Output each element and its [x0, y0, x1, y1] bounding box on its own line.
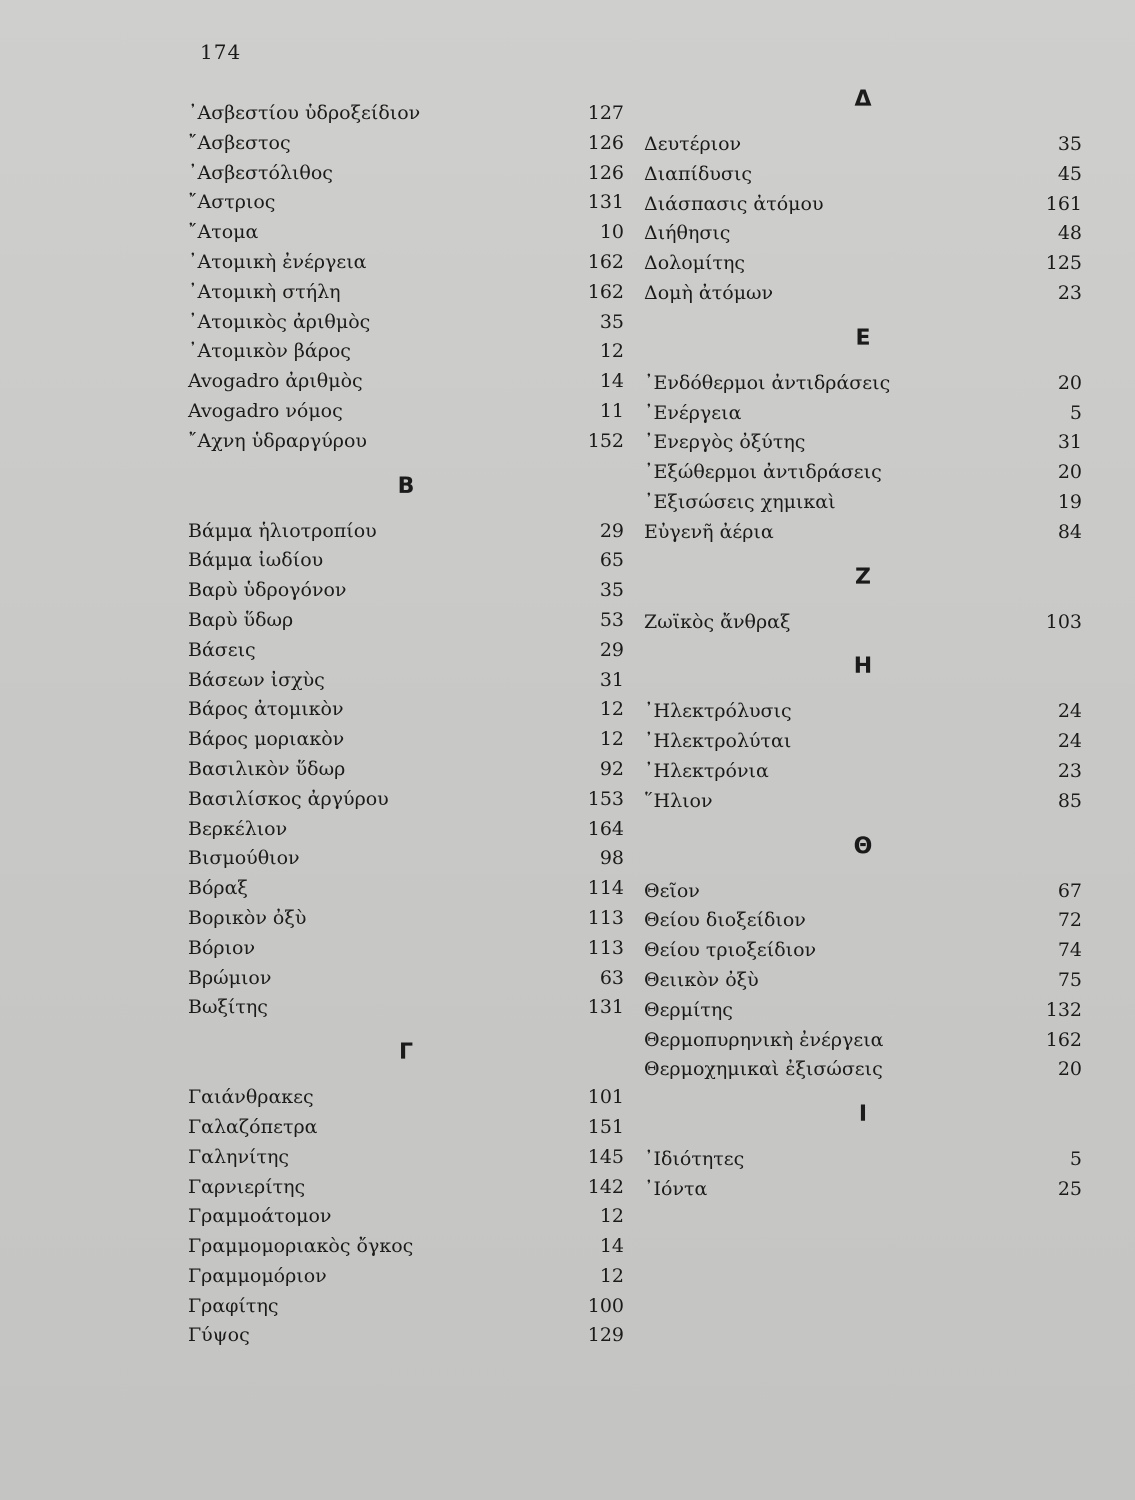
index-entry	[644, 399, 1082, 429]
index-term: ᾿Ασβεστόλιθος	[188, 161, 333, 184]
index-entry	[188, 1232, 624, 1262]
section-letter-heading: Η	[853, 654, 873, 680]
index-term: Βάσεις	[188, 638, 256, 661]
page-reference: 84	[1057, 520, 1082, 543]
index-term: Διήθησις	[644, 222, 731, 245]
index-term: ῞Ηλιον	[644, 789, 713, 812]
index-term: Βόραξ	[188, 877, 248, 900]
index-entry	[188, 99, 624, 129]
index-entry	[188, 815, 624, 845]
index-term: Θερμοχημικαὶ ἐξισώσεις	[644, 1058, 883, 1081]
index-entry	[188, 606, 624, 636]
index-term: ᾿Ηλεκτρόνια	[644, 759, 769, 782]
index-entry	[188, 218, 624, 248]
page-reference: 20	[1057, 461, 1082, 484]
index-entry	[188, 725, 624, 755]
index-term: ᾿Ενεργὸς ὀξύτης	[644, 431, 806, 454]
index-term: Δομὴ ἀτόμων	[644, 281, 774, 304]
page-reference: 14	[599, 370, 624, 393]
page-reference: 142	[587, 1175, 624, 1198]
index-entry	[644, 1145, 1082, 1175]
index-term: ῎Αχνη ὑδραργύρου	[188, 429, 367, 452]
index-entry	[188, 278, 624, 308]
page-reference: 72	[1057, 909, 1082, 932]
page-reference: 11	[599, 399, 624, 422]
index-term: Διαπίδυσις	[644, 162, 752, 185]
page-reference: 25	[1057, 1177, 1082, 1200]
section-letter-heading: Ι	[858, 1102, 868, 1128]
index-section	[644, 1085, 1082, 1205]
index-term: Βάσεων ἰσχὺς	[188, 668, 325, 691]
index-section	[644, 548, 1082, 638]
index-entry	[188, 129, 624, 159]
index-entry	[644, 219, 1082, 249]
index-entry	[188, 1321, 624, 1351]
page-reference: 45	[1057, 162, 1082, 185]
page-reference: 29	[599, 519, 624, 542]
index-entry-list	[644, 608, 1082, 638]
index-entry	[188, 159, 624, 189]
index-term: ᾿Ενέργεια	[644, 401, 742, 424]
index-entry	[644, 906, 1082, 936]
page-reference: 131	[587, 996, 624, 1019]
index-entry	[188, 1262, 624, 1292]
index-term: Γύψος	[188, 1324, 250, 1347]
page-reference: 35	[599, 310, 624, 333]
index-entry	[188, 1173, 624, 1203]
index-entry	[644, 877, 1082, 907]
page-reference: 24	[1057, 700, 1082, 723]
index-term: Θερμίτης	[644, 998, 733, 1021]
index-term: Avogadro ἀριθμὸς	[188, 370, 363, 393]
page-reference: 14	[599, 1235, 624, 1258]
index-term: ᾿Ιδιότητες	[644, 1148, 745, 1171]
page-reference: 113	[587, 936, 624, 959]
index-entry	[188, 546, 624, 576]
page-reference: 131	[587, 191, 624, 214]
index-term: ᾿Ατομικὴ ἐνέργεια	[188, 250, 367, 273]
page-reference: 12	[599, 340, 624, 363]
page-reference: 113	[587, 906, 624, 929]
index-entry	[188, 755, 624, 785]
page-reference: 162	[1045, 1028, 1082, 1051]
index-term: Βαρὺ ὕδωρ	[188, 608, 294, 631]
page-reference: 103	[1045, 610, 1082, 633]
index-entry	[188, 695, 624, 725]
index-entry	[644, 160, 1082, 190]
index-entry	[188, 666, 624, 696]
index-entry	[188, 964, 624, 994]
page-reference: 31	[599, 668, 624, 691]
page-reference: 161	[1045, 192, 1082, 215]
index-entry	[188, 308, 624, 338]
page-reference: 98	[599, 847, 624, 870]
page-reference: 65	[599, 549, 624, 572]
page-reference: 114	[587, 877, 624, 900]
index-term: Βωξίτης	[188, 996, 268, 1019]
index-term: ᾿Ηλεκτρόλυσις	[644, 700, 792, 723]
page-reference: 162	[587, 250, 624, 273]
index-entry	[188, 1083, 624, 1113]
index-term: Ζωϊκὸς ἄνθραξ	[644, 610, 791, 633]
index-entry	[644, 518, 1082, 548]
page-reference: 12	[599, 728, 624, 751]
index-term: ᾿Ηλεκτρολύται	[644, 730, 792, 753]
section-letter-heading: Δ	[854, 87, 872, 112]
index-entry-list	[644, 877, 1082, 1086]
index-entry	[188, 636, 624, 666]
index-entry	[188, 904, 624, 934]
page-reference: 85	[1057, 789, 1082, 812]
index-term: Βρώμιον	[188, 966, 272, 989]
page-reference: 53	[599, 608, 624, 631]
page-reference: 12	[599, 698, 624, 721]
index-entry	[644, 1175, 1082, 1205]
page-reference: 74	[1057, 939, 1082, 962]
index-term: Γαλαζόπετρα	[188, 1115, 318, 1138]
index-entry-list	[188, 517, 624, 1024]
index-term: Βάρος ἀτομικὸν	[188, 698, 344, 721]
index-term: Θερμοπυρηνικὴ ἐνέργεια	[644, 1028, 884, 1051]
page-reference: 151	[587, 1115, 624, 1138]
index-term: Δευτέριον	[644, 133, 742, 155]
index-entry	[188, 1113, 624, 1143]
index-entry	[188, 337, 624, 367]
index-term: Θείου τριοξείδιον	[644, 939, 817, 962]
index-term: Γραμμοάτομον	[188, 1205, 332, 1228]
page-reference: 67	[1057, 879, 1082, 902]
page-reference: 19	[1057, 490, 1082, 513]
index-term: Γαληνίτης	[188, 1145, 289, 1168]
index-term: ᾿Ατομικὸν βάρος	[188, 340, 351, 363]
index-term: Θείου διοξείδιον	[644, 909, 806, 932]
page-reference: 20	[1057, 371, 1082, 394]
index-term: Θεῖον	[644, 879, 700, 902]
index-entry	[644, 1055, 1082, 1085]
index-term: ῎Ατομα	[188, 221, 259, 244]
page-reference: 152	[587, 429, 624, 452]
index-term: Διάσπασις ἀτόμου	[644, 192, 824, 215]
index-entry-list	[644, 369, 1082, 548]
page-reference: 125	[1045, 252, 1082, 275]
index-term: Γραφίτης	[188, 1294, 279, 1317]
index-section	[188, 99, 624, 457]
page-reference: 75	[1057, 968, 1082, 991]
page-reference: 35	[1057, 133, 1082, 155]
index-entry	[644, 190, 1082, 220]
page-reference: 24	[1057, 730, 1082, 753]
index-section	[644, 309, 1082, 548]
index-term: Βάμμα ἰωδίου	[188, 549, 324, 572]
index-term: Θειικὸν ὀξὺ	[644, 968, 759, 991]
index-section	[188, 1023, 624, 1351]
index-term: ᾿Ατομικὸς ἀριθμὸς	[188, 310, 371, 333]
index-section	[644, 637, 1082, 816]
index-term: ᾿Εξώθερμοι ἀντιδράσεις	[644, 461, 882, 484]
section-letter-heading: Ζ	[855, 564, 871, 590]
index-entry	[644, 787, 1082, 817]
index-term: ῎Αστριος	[188, 191, 276, 214]
index-entry	[644, 279, 1082, 309]
index-term: ᾿Ιόντα	[644, 1177, 708, 1200]
index-entry	[188, 844, 624, 874]
page-reference: 48	[1057, 222, 1082, 245]
index-entry	[188, 1292, 624, 1322]
page-reference: 20	[1057, 1058, 1082, 1081]
page-number: 174	[200, 40, 242, 64]
page-reference: 5	[1069, 1148, 1082, 1171]
index-entry	[188, 934, 624, 964]
index-entry	[644, 249, 1082, 279]
index-term: ᾿Εξισώσεις χημικαὶ	[644, 490, 836, 513]
page-reference: 153	[587, 787, 624, 810]
index-term: Βόριον	[188, 936, 256, 959]
index-entry	[644, 936, 1082, 966]
page-reference: 100	[587, 1294, 624, 1317]
index-entry	[188, 367, 624, 397]
index-section	[644, 817, 1082, 1086]
page-reference: 132	[1045, 998, 1082, 1021]
page-reference: 145	[587, 1145, 624, 1168]
page-reference: 31	[1057, 431, 1082, 454]
index-section	[644, 70, 1082, 309]
page-reference: 5	[1069, 401, 1082, 424]
index-term: Δολομίτης	[644, 252, 745, 275]
index-term: Βασιλικὸν ὕδωρ	[188, 757, 346, 780]
index-section	[188, 457, 624, 1024]
index-entry	[188, 993, 624, 1023]
page-reference: 127	[587, 102, 624, 124]
index-term: Γραμμομοριακὸς ὄγκος	[188, 1235, 414, 1258]
index-term: ῎Ασβεστος	[188, 131, 291, 154]
page-reference: 12	[599, 1205, 624, 1228]
index-term: ᾿Ενδόθερμοι ἀντιδράσεις	[644, 371, 891, 394]
index-entry-list	[188, 99, 624, 457]
index-term: Γαιάνθρακες	[188, 1086, 314, 1109]
page-reference: 126	[587, 161, 624, 184]
index-entry	[188, 427, 624, 457]
index-term: Βάρος μοριακὸν	[188, 728, 345, 751]
page-reference: 29	[599, 638, 624, 661]
index-entry	[188, 188, 624, 218]
index-entry	[188, 517, 624, 547]
index-entry	[188, 248, 624, 278]
page-reference: 164	[587, 817, 624, 840]
index-term: Βασιλίσκος ἀργύρου	[188, 787, 389, 810]
index-term: ᾿Ατομικὴ στήλη	[188, 280, 341, 303]
index-term: Εὐγενῆ ἀέρια	[644, 520, 774, 543]
index-entry	[644, 966, 1082, 996]
index-entry-list	[644, 697, 1082, 816]
page-reference: 63	[599, 966, 624, 989]
index-term: Βάμμα ἡλιοτροπίου	[188, 519, 377, 542]
page-reference: 162	[587, 280, 624, 303]
index-column-left	[188, 99, 624, 1351]
page-reference: 101	[587, 1086, 624, 1109]
index-term: Βισμούθιον	[188, 847, 300, 870]
index-entry	[644, 428, 1082, 458]
section-letter-heading: Ε	[855, 325, 871, 351]
page-reference: 10	[599, 221, 624, 244]
index-entry-list	[188, 1083, 624, 1351]
index-entry	[644, 130, 1082, 160]
index-term: ᾿Ασβεστίου ὑδροξείδιον	[188, 102, 421, 124]
index-entry	[188, 1202, 624, 1232]
page-reference: 35	[599, 579, 624, 602]
page-reference: 126	[587, 131, 624, 154]
page-reference: 23	[1057, 759, 1082, 782]
index-entry	[188, 576, 624, 606]
index-term: Avogadro νόμος	[188, 399, 343, 422]
index-entry	[644, 757, 1082, 787]
page-reference: 129	[587, 1324, 624, 1347]
section-letter-heading: Γ	[398, 1040, 414, 1066]
index-column-right	[644, 70, 1082, 1205]
index-entry	[644, 697, 1082, 727]
page-reference: 23	[1057, 281, 1082, 304]
page-reference: 92	[599, 757, 624, 780]
index-entry	[188, 785, 624, 815]
index-entry	[644, 369, 1082, 399]
section-letter-heading: Β	[397, 473, 415, 499]
index-term: Γραμμομόριον	[188, 1264, 327, 1287]
index-entry	[644, 608, 1082, 638]
index-entry	[644, 458, 1082, 488]
index-term: Βορικὸν ὀξὺ	[188, 906, 307, 929]
page-reference: 12	[599, 1264, 624, 1287]
index-entry	[644, 1026, 1082, 1056]
index-term: Βαρὺ ὑδρογόνον	[188, 579, 347, 602]
index-entry	[644, 488, 1082, 518]
index-term: Γαρνιερίτης	[188, 1175, 306, 1198]
index-entry-list	[644, 130, 1082, 309]
index-term: Βερκέλιον	[188, 817, 288, 840]
section-letter-heading: Θ	[853, 833, 873, 859]
index-entry	[188, 874, 624, 904]
index-entry	[644, 996, 1082, 1026]
index-entry	[644, 727, 1082, 757]
index-entry-list	[644, 1145, 1082, 1205]
index-entry	[188, 397, 624, 427]
index-entry	[188, 1143, 624, 1173]
